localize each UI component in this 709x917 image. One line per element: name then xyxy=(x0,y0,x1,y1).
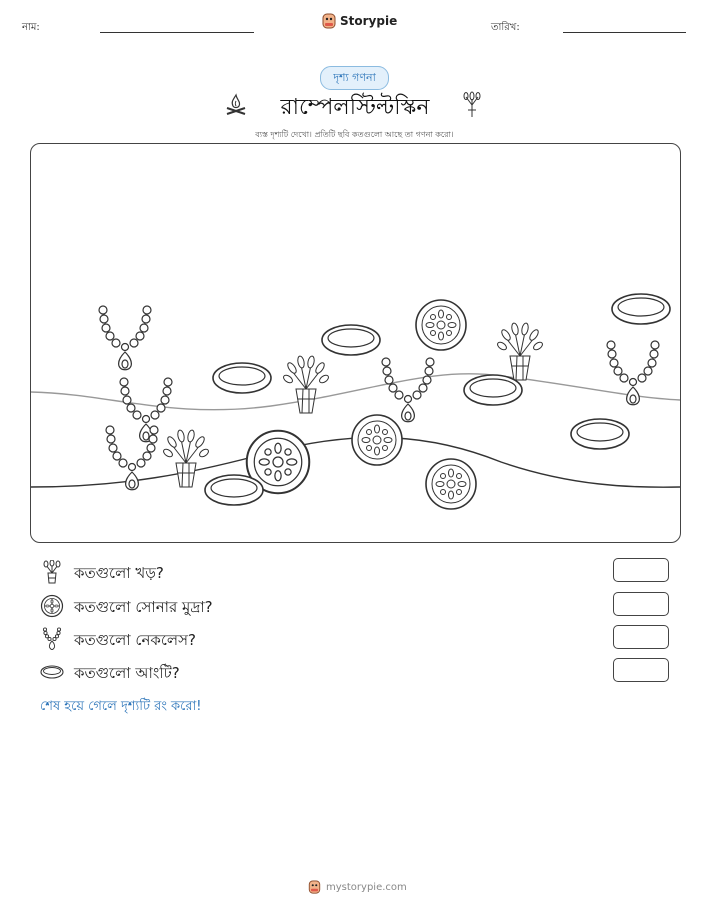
ring xyxy=(205,475,263,505)
date-line[interactable] xyxy=(563,32,686,33)
count-scene xyxy=(30,143,681,543)
wheat-bundle xyxy=(162,430,210,487)
ring xyxy=(213,363,271,393)
question-text: কতগুলো নেকলেস? xyxy=(74,631,196,649)
necklace xyxy=(607,341,659,405)
question-text: কতগুলো খড়? xyxy=(74,564,164,582)
question-row xyxy=(40,560,680,584)
campfire-icon xyxy=(224,92,248,118)
wheat-bundle xyxy=(282,356,330,413)
wheat-icon xyxy=(461,91,483,119)
ring xyxy=(612,294,670,324)
answer-box[interactable] xyxy=(613,558,669,582)
wheat-bundle-icon xyxy=(40,560,64,584)
wheat-bundle xyxy=(496,323,544,380)
answer-box[interactable] xyxy=(613,625,669,649)
answer-box[interactable] xyxy=(613,658,669,682)
ring xyxy=(322,325,380,355)
storypie-mascot-icon xyxy=(322,13,336,29)
brand-logo xyxy=(322,13,397,29)
finish-instruction: শেষ হয়ে গেলে দৃশ্যটি রং করো! xyxy=(40,699,202,714)
necklace xyxy=(106,426,158,490)
activity-badge: দৃশ্য গণনা xyxy=(320,66,389,90)
footer-url[interactable]: mystorypie.com xyxy=(326,881,407,893)
page-title: রাম্পেলস্টিল্টস্কিন xyxy=(280,95,430,120)
question-row xyxy=(40,627,680,651)
necklace xyxy=(382,358,434,422)
date-label: তারিখ: xyxy=(491,22,520,33)
storypie-mascot-icon xyxy=(308,880,321,894)
question-text: কতগুলো আংটি? xyxy=(74,664,180,682)
gold-coin xyxy=(426,459,476,509)
question-row xyxy=(40,594,680,618)
brand-name: Storypie xyxy=(340,14,398,28)
gold-coin-icon xyxy=(40,594,64,618)
question-row xyxy=(40,660,680,684)
question-text: কতগুলো সোনার মুদ্রা? xyxy=(74,598,213,616)
necklace-icon xyxy=(40,627,64,651)
necklace xyxy=(120,378,172,442)
ring xyxy=(571,419,629,449)
scene-illustration xyxy=(31,144,680,542)
answer-box[interactable] xyxy=(613,592,669,616)
name-line[interactable] xyxy=(100,32,254,33)
ring xyxy=(464,375,522,405)
footer xyxy=(308,880,407,894)
ring-icon xyxy=(40,660,64,684)
name-label: নাম: xyxy=(22,22,40,33)
necklace xyxy=(99,306,151,370)
instructions: ব্যস্ত দৃশ্যটি দেখো। প্রতিটি ছবি কতগুলো আছে তা গণনা করো। xyxy=(255,130,454,139)
gold-coin xyxy=(352,415,402,465)
gold-coin xyxy=(416,300,466,350)
